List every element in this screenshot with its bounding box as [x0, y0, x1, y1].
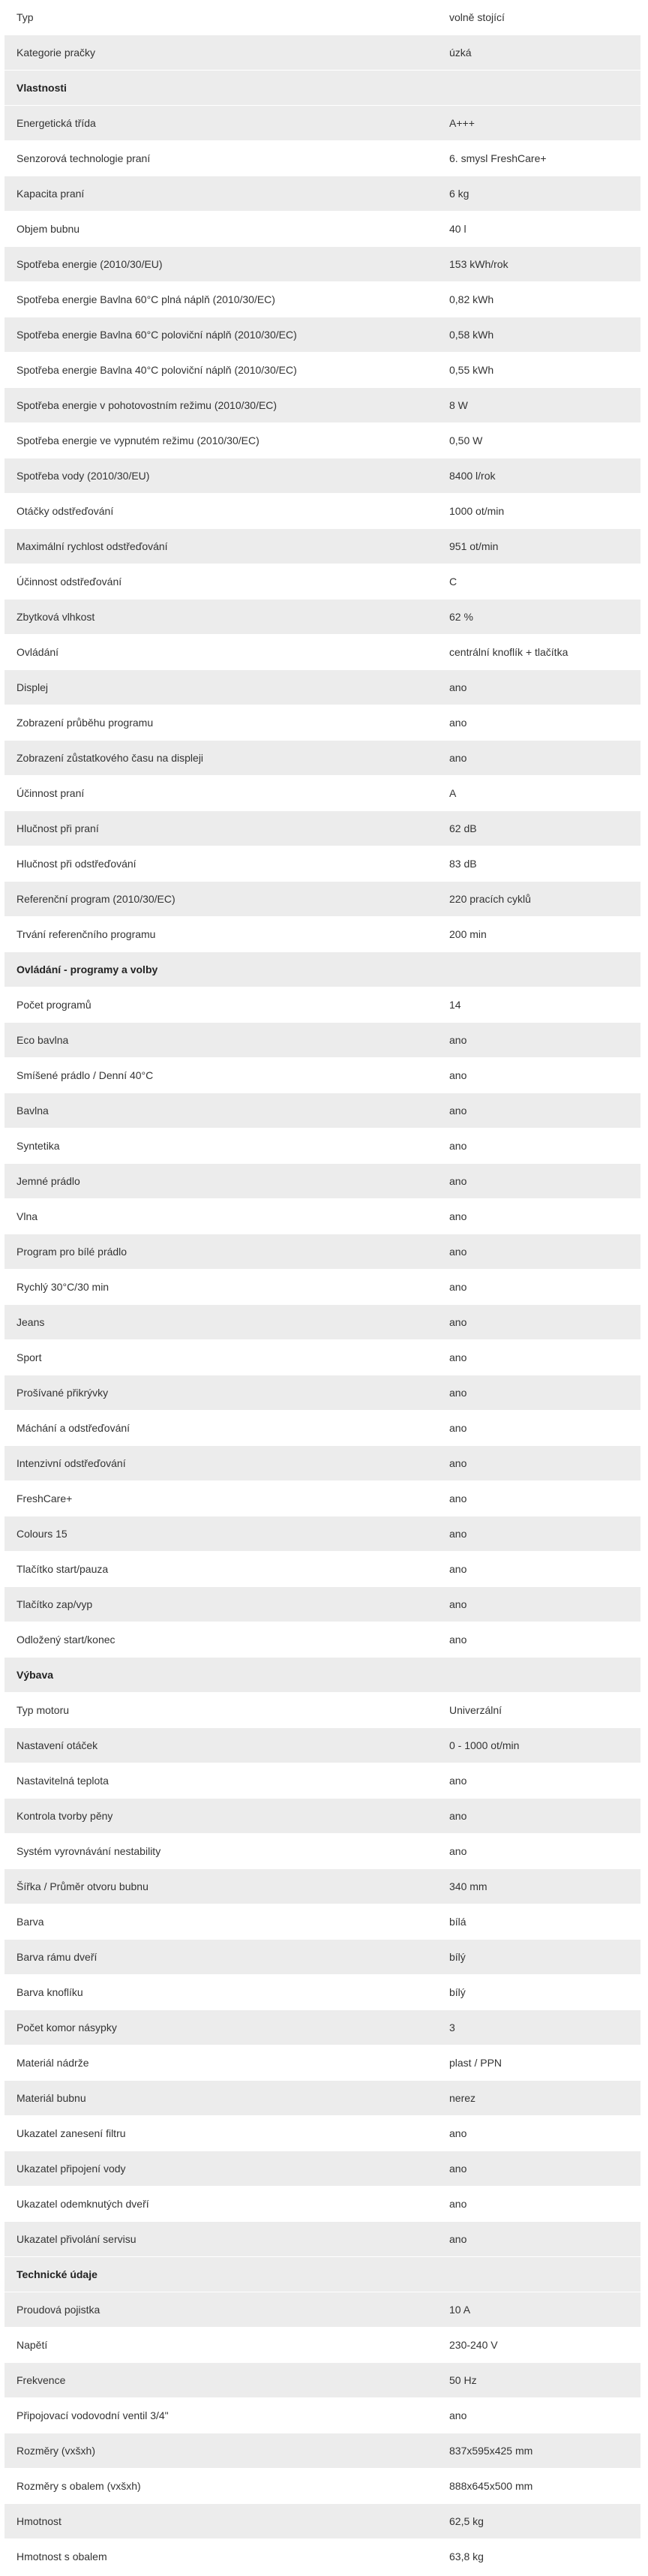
spec-value: ano	[449, 1105, 467, 1117]
section-header	[4, 2257, 640, 2292]
spec-row	[4, 846, 640, 882]
spec-label: Ukazatel připojení vody	[16, 2163, 126, 2175]
spec-label: Smíšené prádlo / Denní 40°C	[16, 1069, 154, 1081]
spec-row	[4, 2187, 640, 2222]
spec-value: ano	[449, 1316, 467, 1328]
spec-row	[4, 106, 640, 141]
spec-row	[4, 776, 640, 811]
spec-label: Energetická třída	[16, 117, 96, 129]
spec-value: ano	[449, 1634, 467, 1646]
spec-label: Barva rámu dveří	[16, 1951, 98, 1963]
spec-label: Máchání a odstřeďování	[16, 1422, 130, 1434]
spec-value: ano	[449, 1140, 467, 1152]
spec-label: Proudová pojistka	[16, 2304, 100, 2316]
spec-label: Hmotnost	[16, 2515, 62, 2527]
spec-row	[4, 1199, 640, 1234]
spec-label: Trvání referenčního programu	[16, 928, 156, 940]
spec-label: Referenční program (2010/30/EC)	[16, 893, 176, 905]
spec-label: Displej	[16, 681, 49, 693]
section-title: Výbava	[16, 1669, 54, 1681]
spec-row	[4, 1305, 640, 1340]
spec-value: 951 ot/min	[449, 540, 499, 552]
spec-row	[4, 2010, 640, 2045]
spec-label: Účinnost odstřeďování	[16, 576, 122, 588]
spec-row	[4, 458, 640, 494]
spec-value: 0 - 1000 ot/min	[449, 1739, 520, 1751]
spec-value: 8400 l/rok	[449, 470, 496, 482]
spec-row	[4, 2116, 640, 2151]
spec-label: FreshCare+	[16, 1492, 73, 1504]
spec-label: Materiál bubnu	[16, 2092, 86, 2104]
spec-label: Nastavení otáček	[16, 1739, 98, 1751]
spec-label: Šířka / Průměr otvoru bubnu	[16, 1880, 148, 1892]
spec-row	[4, 388, 640, 423]
spec-row	[4, 705, 640, 741]
spec-label: Kontrola tvorby pěny	[16, 1810, 113, 1822]
spec-label: Systém vyrovnávání nestability	[16, 1845, 161, 1857]
spec-value: ano	[449, 2198, 467, 2210]
spec-label: Odložený start/konec	[16, 1634, 116, 1646]
spec-label: Rozměry s obalem (vxšxh)	[16, 2480, 141, 2492]
spec-row	[4, 600, 640, 635]
spec-row	[4, 1411, 640, 1446]
spec-label: Hlučnost při odstřeďování	[16, 858, 136, 870]
spec-label: Napětí	[16, 2339, 48, 2351]
spec-value: ano	[449, 2233, 467, 2245]
spec-value: A	[449, 787, 457, 799]
spec-value: 340 mm	[449, 1880, 488, 1892]
spec-label: Ukazatel odemknutých dveří	[16, 2198, 149, 2210]
spec-label: Frekvence	[16, 2374, 66, 2386]
spec-row	[4, 1340, 640, 1375]
spec-label: Kapacita praní	[16, 188, 85, 200]
spec-label: Senzorová technologie praní	[16, 152, 151, 164]
spec-label: Sport	[16, 1351, 42, 1363]
spec-label: Objem bubnu	[16, 223, 80, 235]
spec-value: 0,55 kWh	[449, 364, 494, 376]
spec-row	[4, 1763, 640, 1799]
spec-label: Zbytková vlhkost	[16, 611, 95, 623]
spec-label: Vlna	[16, 1210, 38, 1222]
spec-row	[4, 2363, 640, 2398]
spec-label: Barva	[16, 1916, 44, 1928]
spec-value: bílý	[449, 1986, 466, 1998]
spec-value: 220 pracích cyklů	[449, 893, 531, 905]
spec-label: Bavlna	[16, 1105, 49, 1117]
spec-value: ano	[449, 1210, 467, 1222]
spec-label: Ovládání	[16, 646, 59, 658]
spec-value: ano	[449, 717, 467, 729]
spec-value: ano	[449, 1492, 467, 1504]
spec-label: Hmotnost s obalem	[16, 2550, 107, 2562]
spec-label: Kategorie pračky	[16, 47, 96, 59]
spec-value: ano	[449, 2163, 467, 2175]
spec-value: ano	[449, 681, 467, 693]
spec-value: C	[449, 576, 458, 588]
spec-label: Počet programů	[16, 999, 92, 1011]
spec-row	[4, 1270, 640, 1305]
spec-value: bílý	[449, 1951, 466, 1963]
spec-row	[4, 529, 640, 564]
spec-row	[4, 282, 640, 317]
spec-row	[4, 2081, 640, 2116]
spec-value: Univerzální	[449, 1704, 502, 1716]
spec-value: ano	[449, 1845, 467, 1857]
spec-value: ano	[449, 1281, 467, 1293]
spec-value: ano	[449, 1069, 467, 1081]
spec-row	[4, 1799, 640, 1834]
spec-value: 0,58 kWh	[449, 329, 494, 341]
spec-label: Spotřeba energie Bavlna 60°C poloviční náplň (2010/30/EC)	[16, 329, 297, 341]
section-title: Vlastnosti	[16, 82, 67, 94]
spec-row	[4, 423, 640, 458]
spec-value: ano	[449, 1775, 467, 1787]
spec-value: 8 W	[449, 399, 468, 411]
spec-row	[4, 494, 640, 529]
spec-label: Colours 15	[16, 1528, 68, 1540]
spec-row	[4, 1622, 640, 1658]
spec-row	[4, 1834, 640, 1869]
section-header	[4, 71, 640, 106]
spec-row	[4, 2222, 640, 2257]
spec-value: ano	[449, 752, 467, 764]
spec-value: ano	[449, 1598, 467, 1610]
spec-row	[4, 2469, 640, 2504]
spec-row	[4, 917, 640, 952]
spec-value: 50 Hz	[449, 2374, 477, 2386]
spec-row	[4, 353, 640, 388]
spec-row	[4, 670, 640, 705]
spec-label: Spotřeba energie (2010/30/EU)	[16, 258, 163, 270]
spec-row	[4, 2539, 640, 2574]
spec-label: Typ motoru	[16, 1704, 70, 1716]
spec-row	[4, 1058, 640, 1093]
section-title: Ovládání - programy a volby	[16, 963, 158, 975]
spec-row	[4, 35, 640, 71]
spec-row	[4, 635, 640, 670]
spec-value: 62 dB	[449, 822, 477, 834]
section-header	[4, 1658, 640, 1693]
spec-value: 200 min	[449, 928, 487, 940]
spec-value: 6 kg	[449, 188, 470, 200]
spec-label: Zobrazení průběhu programu	[16, 717, 154, 729]
spec-value: 3	[449, 2021, 455, 2033]
spec-label: Ukazatel přivolání servisu	[16, 2233, 136, 2245]
spec-row	[4, 2398, 640, 2433]
spec-row	[4, 1481, 640, 1516]
spec-row	[4, 987, 640, 1023]
spec-label: Maximální rychlost odstřeďování	[16, 540, 168, 552]
spec-row	[4, 1516, 640, 1552]
spec-label: Spotřeba vody (2010/30/EU)	[16, 470, 150, 482]
spec-value: ano	[449, 1457, 467, 1469]
spec-value: 6. smysl FreshCare+	[449, 152, 547, 164]
spec-label: Počet komor násypky	[16, 2021, 117, 2033]
spec-label: Hlučnost při praní	[16, 822, 99, 834]
spec-row	[4, 2328, 640, 2363]
spec-row	[4, 176, 640, 212]
spec-label: Spotřeba energie Bavlna 60°C plná náplň (2010/30/EC)	[16, 293, 275, 305]
spec-label: Typ	[16, 11, 34, 23]
spec-row	[4, 2292, 640, 2328]
spec-label: Nastavitelná teplota	[16, 1775, 109, 1787]
spec-value: ano	[449, 1422, 467, 1434]
spec-value: 230-240 V	[449, 2339, 498, 2351]
spec-row	[4, 1446, 640, 1481]
spec-row	[4, 247, 640, 282]
spec-row	[4, 811, 640, 846]
spec-value: ano	[449, 1246, 467, 1258]
spec-row	[4, 741, 640, 776]
spec-value: ano	[449, 1810, 467, 1822]
spec-row	[4, 1940, 640, 1975]
spec-value: úzká	[449, 47, 472, 59]
spec-value: 10 A	[449, 2304, 471, 2316]
spec-row	[4, 1728, 640, 1763]
section-title: Technické údaje	[16, 2268, 98, 2280]
spec-value: 1000 ot/min	[449, 505, 505, 517]
spec-value: 62,5 kg	[449, 2515, 484, 2527]
spec-label: Jemné prádlo	[16, 1175, 80, 1187]
spec-row	[4, 2151, 640, 2187]
spec-label: Otáčky odstřeďování	[16, 505, 114, 517]
spec-label: Tlačítko start/pauza	[16, 1563, 109, 1575]
spec-row	[4, 1587, 640, 1622]
spec-row	[4, 317, 640, 353]
spec-row	[4, 1234, 640, 1270]
spec-label: Barva knoflíku	[16, 1986, 83, 1998]
spec-row	[4, 1375, 640, 1411]
spec-value: 837x595x425 mm	[449, 2445, 533, 2457]
spec-label: Účinnost praní	[16, 787, 85, 799]
spec-value: ano	[449, 1175, 467, 1187]
spec-value: ano	[449, 1563, 467, 1575]
spec-row	[4, 564, 640, 600]
spec-label: Program pro bílé prádlo	[16, 1246, 128, 1258]
spec-label: Rozměry (vxšxh)	[16, 2445, 96, 2457]
spec-row	[4, 882, 640, 917]
spec-table	[4, 0, 640, 2574]
spec-label: Prošívané přikrývky	[16, 1387, 109, 1399]
spec-label: Tlačítko zap/vyp	[16, 1598, 93, 1610]
spec-row	[4, 1129, 640, 1164]
spec-label: Spotřeba energie v pohotovostním režimu (2010/30/EC)	[16, 399, 278, 411]
spec-row	[4, 1693, 640, 1728]
spec-value: volně stojící	[449, 11, 505, 23]
spec-label: Eco bavlna	[16, 1034, 69, 1046]
spec-label: Jeans	[16, 1316, 45, 1328]
spec-value: 888x645x500 mm	[449, 2480, 533, 2492]
spec-value: ano	[449, 1528, 467, 1540]
spec-value: 14	[449, 999, 461, 1011]
spec-row	[4, 2504, 640, 2539]
spec-label: Spotřeba energie Bavlna 40°C poloviční náplň (2010/30/EC)	[16, 364, 297, 376]
spec-value: ano	[449, 1351, 467, 1363]
spec-value: centrální knoflík + tlačítka	[449, 646, 568, 658]
spec-row	[4, 0, 640, 35]
spec-row	[4, 2433, 640, 2469]
spec-row	[4, 1093, 640, 1129]
spec-value: bílá	[449, 1916, 466, 1928]
spec-value: 83 dB	[449, 858, 477, 870]
spec-row	[4, 2045, 640, 2081]
spec-label: Spotřeba energie ve vypnutém režimu (2010/30/EC)	[16, 434, 260, 446]
spec-value: 0,50 W	[449, 434, 483, 446]
spec-value: A+++	[449, 117, 475, 129]
spec-row	[4, 1164, 640, 1199]
spec-row	[4, 1552, 640, 1587]
spec-value: ano	[449, 2409, 467, 2421]
spec-value: ano	[449, 2127, 467, 2139]
spec-value: 40 l	[449, 223, 466, 235]
spec-row	[4, 212, 640, 247]
spec-value: 153 kWh/rok	[449, 258, 508, 270]
spec-value: ano	[449, 1034, 467, 1046]
section-header	[4, 952, 640, 987]
spec-row	[4, 1975, 640, 2010]
spec-row	[4, 1904, 640, 1940]
spec-label: Intenzivní odstřeďování	[16, 1457, 126, 1469]
spec-label: Připojovací vodovodní ventil 3/4"	[16, 2409, 169, 2421]
spec-label: Ukazatel zanesení filtru	[16, 2127, 126, 2139]
spec-value: 62 %	[449, 611, 473, 623]
spec-row	[4, 1023, 640, 1058]
spec-value: plast / PPN	[449, 2057, 502, 2069]
spec-label: Syntetika	[16, 1140, 60, 1152]
spec-value: 63,8 kg	[449, 2550, 484, 2562]
spec-value: ano	[449, 1387, 467, 1399]
spec-row	[4, 1869, 640, 1904]
spec-value: 0,82 kWh	[449, 293, 494, 305]
spec-label: Materiál nádrže	[16, 2057, 89, 2069]
spec-value: nerez	[449, 2092, 476, 2104]
spec-label: Rychlý 30°C/30 min	[16, 1281, 110, 1293]
spec-label: Zobrazení zůstatkového času na displeji	[16, 752, 204, 764]
spec-row	[4, 141, 640, 176]
